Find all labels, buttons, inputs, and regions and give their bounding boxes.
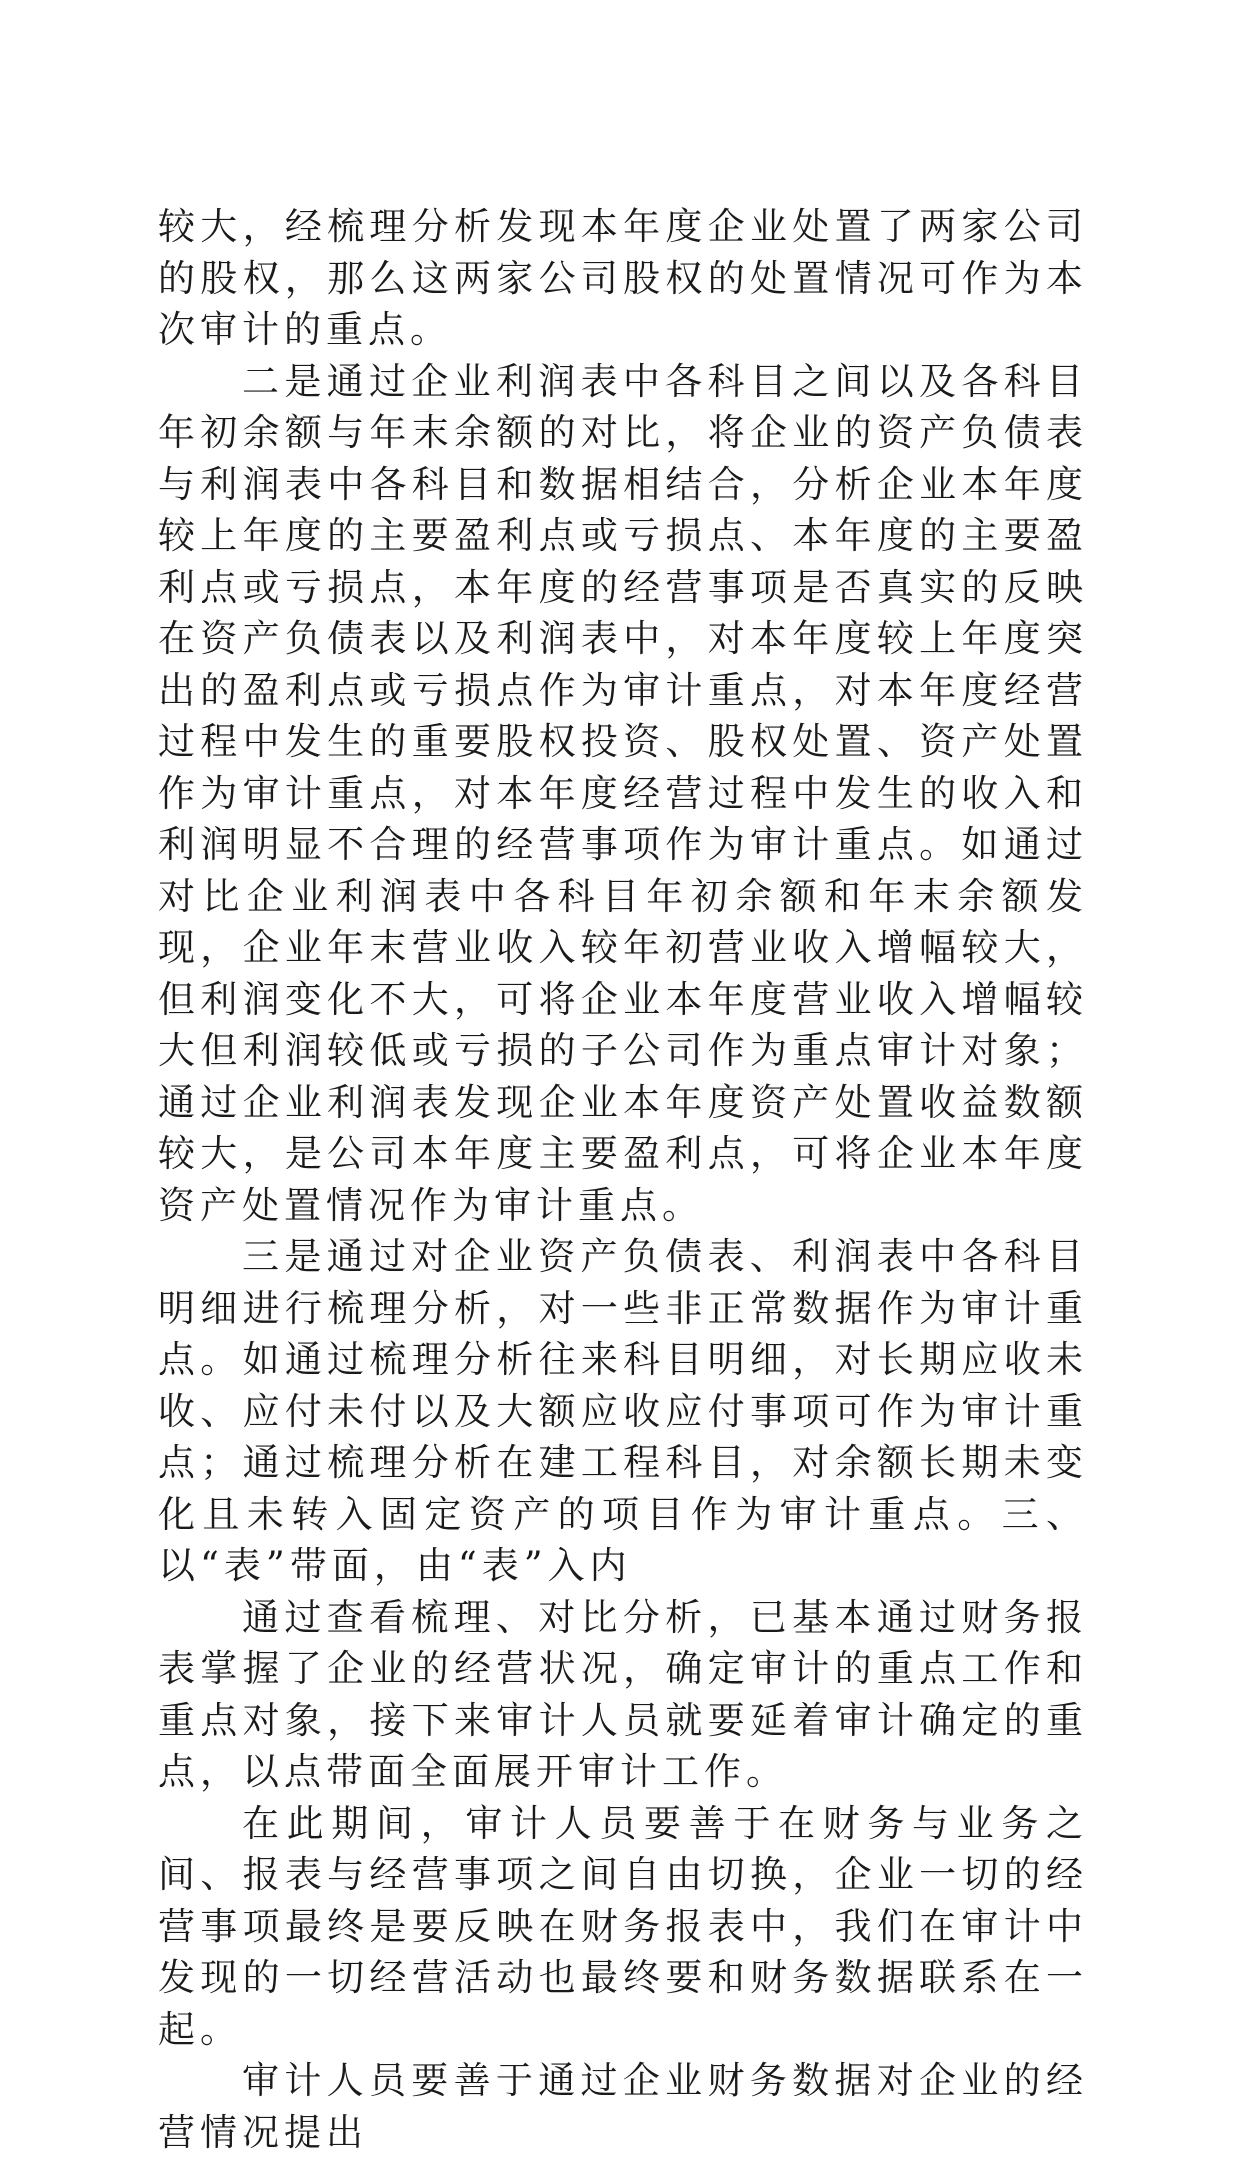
paragraph-3: 三是通过对企业资产负债表、利润表中各科目明细进行梳理分析，对一些非正常数据作为审计重点。如通过梳理分析往来科目明细，对长期应收未收、应付未付以及大额应收应付事项可作为审计重点；通过梳理分析在建工程科目，对余额长期未变化且未转入固定资产的项目作为审计重点。三、以“表”带面，由“表”入内 <box>158 1235 1088 1587</box>
document-body <box>158 201 1088 2158</box>
paragraph-5: 在此期间，审计人员要善于在财务与业务之间、报表与经营事项之间自由切换，企业一切的经营事项最终是要反映在财务报表中，我们在审计中发现的一切经营活动也最终要和财务数据联系在一起。 <box>158 1801 1088 2051</box>
paragraph-6: 审计人员要善于通过企业财务数据对企业的经营情况提出 <box>158 2059 1088 2154</box>
paragraph-1: 较大，经梳理分析发现本年度企业处置了两家公司的股权，那么这两家公司股权的处置情况可作为本次审计的重点。 <box>158 205 1088 351</box>
paragraph-4: 通过查看梳理、对比分析，已基本通过财务报表掌握了企业的经营状况，确定审计的重点工作和重点对象，接下来审计人员就要延着审计确定的重点，以点带面全面展开审计工作。 <box>158 1595 1088 1793</box>
paragraph-2: 二是通过企业利润表中各科目之间以及各科目年初余额与年末余额的对比，将企业的资产负债表与利润表中各科目和数据相结合，分析企业本年度较上年度的主要盈利点或亏损点、本年度的主要盈利点或亏损点，本年度的经营事项是否真实的反映在资产负债表以及利润表中，对本年度较上年度突出的盈利点或亏损点作为审计重点，对本年度经营过程中发生的重要股权投资、股权处置、资产处置作为审计重点，对本年度经营过程中发生的收入和利润明显不合理的经营事项作为审计重点。如通过对比企业利润表中各科目年初余额和年末余额发现，企业年末营业收入较年初营业收入增幅较大，但利润变化不大，可将企业本年度营业收入增幅较大但利润较低或亏损的子公司作为重点审计对象；通过企业利润表发现企业本年度资产处置收益数额较大，是公司本年度主要盈利点，可将企业本年度资产处置情况作为审计重点。 <box>158 359 1088 1227</box>
